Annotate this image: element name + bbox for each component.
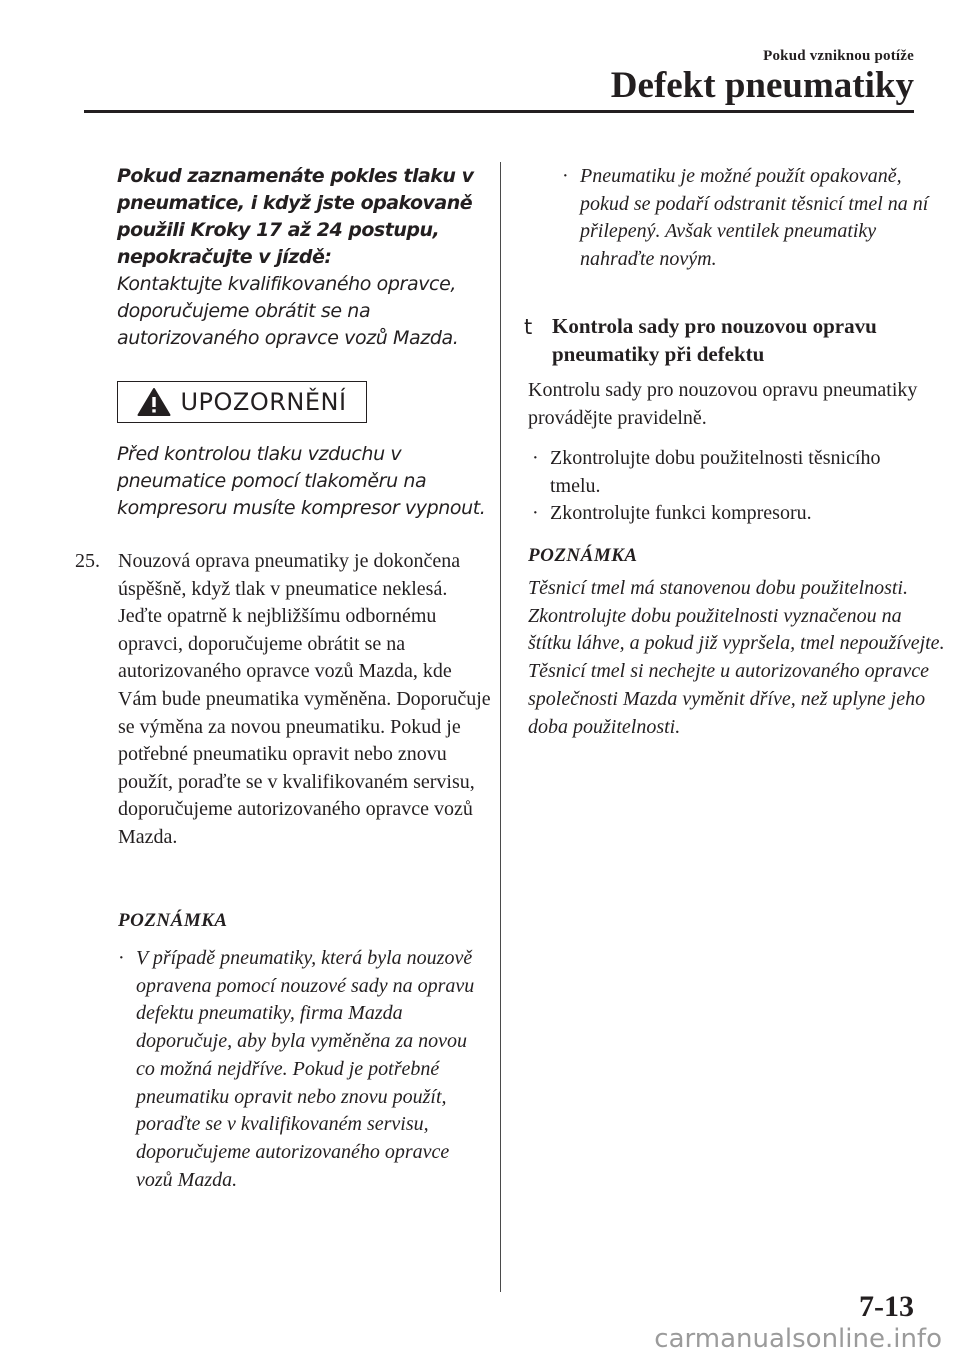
list-item-text: Zkontrolujte dobu použitelnosti těsnicího tmelu. xyxy=(550,447,881,497)
list-item xyxy=(532,445,932,500)
header-divider xyxy=(84,110,914,113)
step-25 xyxy=(75,548,495,852)
warning-text: Kontaktujte kvalifikovaného opravce, doporučujeme obrátit se na autorizovaného opravce vozů Mazda. xyxy=(117,273,459,349)
warning-triangle-icon xyxy=(137,387,171,417)
bullet-dot: · xyxy=(118,947,125,969)
bullet-dot: · xyxy=(532,502,539,525)
section-title: Kontrola sady pro nouzovou opravu pneumatiky při defektu xyxy=(552,314,877,366)
section-marker: t xyxy=(524,315,533,339)
page-title: Defekt pneumatiky xyxy=(610,65,914,106)
note-bullet-left xyxy=(118,945,490,1194)
page-number: 7-13 xyxy=(859,1290,914,1323)
column-divider xyxy=(500,162,501,1292)
watermark: carmanualsonline.info xyxy=(654,1324,942,1354)
step-number: 25. xyxy=(75,550,100,572)
bullet-dot: · xyxy=(532,447,539,469)
caution-label: UPOZORNĚNÍ xyxy=(180,388,347,416)
note-text-right: Těsnicí tmel má stanovenou dobu použitelnosti. Zkontrolujte dobu použitelnosti vyznačenou na štítku láhve, a pokud již vypršela, tmel nepoužívejte. Těsnicí tmel si nechejte u autorizovaného opravce společnosti Mazda vyměnit dříve, než uplyne jeho doba použitelnosti. xyxy=(528,577,945,738)
section-paragraph: Kontrolu sady pro nouzovou opravu pneumatiky provádějte pravidelně. xyxy=(528,379,918,429)
note-heading-left: POZNÁMKA xyxy=(118,910,228,931)
note-bullet-text: Pneumatiku je možné použít opakovaně, pokud se podaří odstranit těsnicí tmel na ní přilepený. Avšak ventilek pneumatiky nahraďte novým. xyxy=(580,165,929,271)
caution-text: Před kontrolou tlaku vzduchu v pneumatice pomocí tlakoměru na kompresoru musíte kompresor vypnout. xyxy=(117,443,486,519)
check-list xyxy=(532,445,932,528)
note-heading-right: POZNÁMKA xyxy=(528,545,638,566)
section-subtitle: Pokud vzniknou potíže xyxy=(763,48,914,64)
note-bullet-text: V případě pneumatiky, která byla nouzově opravena pomocí nouzové sady na opravu defektu pneumatiky, firma Mazda doporučuje, aby byla vyměněna za novou co možná nejdříve. Pokud je potřebné pneumatiku opravit nebo znovu použít, poraďte se v kvalifikovaném servisu, doporučujeme autorizovaného opravce vozů Mazda. xyxy=(136,947,475,1191)
bullet-dot: · xyxy=(562,165,569,187)
step-text: Nouzová oprava pneumatiky je dokončena úspěšně, když tlak v pneumatice neklesá. Jeďte opatrně k nejbližšímu odbornému opravci, doporučujeme obrátit se na autorizovaného opravce vozů Mazda, kde Vám bude pneumatika vyměněna. Doporučuje se výměna za novou pneumatiku. Pokud je potřebné pneumatiku opravit nebo znovu použít, poraďte se v kvalifikovaném servisu, doporučujeme autorizovaného opravce vozů Mazda. xyxy=(118,550,491,848)
list-item xyxy=(532,500,932,528)
warning-bold-text: Pokud zaznamenáte pokles tlaku v pneumatice, i když jste opakovaně použili Kroky 17 až 24 postupu, nepokračujte v jízdě: xyxy=(117,165,474,268)
list-item-text: Zkontrolujte funkci kompresoru. xyxy=(550,502,812,525)
caution-banner xyxy=(117,381,367,423)
note-bullet-right xyxy=(562,163,937,274)
section-heading xyxy=(524,312,934,368)
